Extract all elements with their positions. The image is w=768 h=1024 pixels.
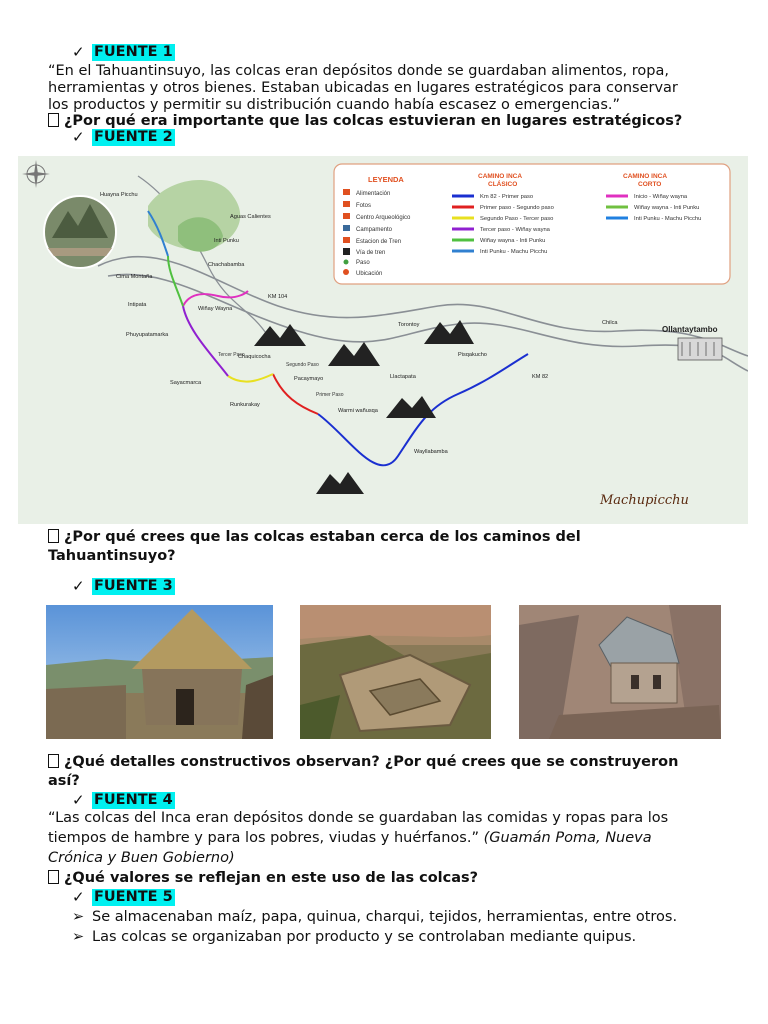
question-3-text: ¿Qué detalles constructivos observan? ¿Por qué crees que se construyeron: [64, 754, 679, 770]
legend-item: Ubicación: [356, 271, 383, 277]
colca-cliff-photo: [519, 605, 721, 739]
fuente-4-citation: (Guamán Poma, Nueva: [483, 830, 652, 846]
fuente-1-heading: [72, 43, 175, 61]
arrow-bullet-icon: ➢: [72, 909, 85, 925]
missing-glyph-icon: [48, 529, 59, 543]
missing-glyph-icon: [48, 870, 59, 884]
fuente-1-label: FUENTE 1: [94, 43, 173, 60]
legend-route-label: Inti Punku - Machu Picchu: [634, 216, 702, 222]
fuente-4-quote-line: “Las colcas del Inca eran depósitos donde se guardaban las comidas y ropas para los: [48, 810, 669, 826]
place-label: Chaquicocha: [238, 354, 271, 360]
legend-item: Centro Arqueológico: [356, 215, 411, 221]
fuente-1-quote-line: “En el Tahuantinsuyo, las colcas eran depósitos donde se guardaban alimentos, ropa,: [48, 63, 669, 79]
legend-title: LEYENDA: [368, 175, 404, 184]
legend-route-label: Wiñay wayna - Inti Punku: [634, 205, 700, 211]
question-2: [48, 527, 581, 547]
fuente-4-quote-line: [48, 829, 652, 847]
question-2-continuation: Tahuantinsuyo?: [48, 548, 176, 564]
list-item-text: Las colcas se organizaban por producto y se controlaban mediante quipus.: [92, 929, 637, 945]
fuente-2-heading: [72, 128, 175, 146]
fuente-2-label: FUENTE 2: [94, 128, 173, 145]
fuente-5-heading: [72, 888, 175, 906]
place-label: Cima Montaña: [116, 274, 153, 280]
fuente-4-heading: [72, 791, 175, 809]
legend-item: Fotos: [356, 203, 372, 209]
legend-item: Estacion de Tren: [356, 239, 402, 245]
place-label: Phuyupatamarka: [126, 332, 169, 338]
question-2-text: ¿Por qué crees que las colcas estaban cerca de los caminos del: [64, 529, 581, 545]
legend-route-label: Inti Punku - Machu Picchu: [480, 249, 548, 255]
legend-route-label: Segundo Paso - Tercer paso: [480, 216, 554, 222]
brand-logo: Machupicchu: [600, 493, 689, 508]
short-title: CORTO: [638, 181, 662, 188]
place-label: Inti Punku: [214, 238, 239, 244]
fuente-3-label: FUENTE 3: [94, 577, 173, 594]
pass-label: Segundo Paso: [286, 362, 319, 368]
legend-item: Alimentación: [356, 191, 391, 197]
legend-route-label: Wiñay wayna - Inti Punku: [480, 238, 546, 244]
legend-route-label: Primer paso - Segundo paso: [480, 205, 554, 211]
place-label: Ollantaytambo: [662, 325, 718, 334]
place-label: KM 104: [268, 294, 288, 300]
classic-title: CAMINO INCA: [478, 173, 523, 180]
question-3: [48, 752, 678, 772]
check-icon: ✓: [72, 43, 85, 61]
place-label: Wiñay Wayna: [198, 306, 233, 312]
legend-route-label: Inicio - Wiñay wayna: [634, 194, 688, 200]
fuente-4-quote-text: tiempos de hambre y para los pobres, viudas y huérfanos.”: [48, 830, 479, 846]
legend-route-label: Tercer paso - Wiñay wayna: [480, 227, 550, 233]
legend-route-label: Km 82 - Primer paso: [480, 194, 534, 200]
fuente-5-label: FUENTE 5: [94, 888, 173, 905]
colca-round-photo: [46, 605, 273, 739]
check-icon: ✓: [72, 888, 85, 906]
place-label: Chilca: [602, 320, 618, 326]
inca-trail-map: [18, 156, 748, 524]
colcas-aerial-photo: [300, 605, 491, 739]
ollantaytambo-icon: [678, 338, 722, 360]
short-title: CAMINO INCA: [623, 173, 668, 180]
legend-item: Campamento: [356, 227, 393, 233]
pass-label: Primer Paso: [316, 392, 344, 398]
list-item-text: Se almacenaban maíz, papa, quinua, charqui, tejidos, herramientas, entre otros.: [92, 909, 678, 925]
question-4: [48, 868, 478, 888]
place-label: Runkurakay: [230, 402, 260, 408]
place-label: Pisqakucho: [458, 352, 487, 358]
place-label: Chachabamba: [208, 262, 245, 268]
fuente-1-quote-line: los productos y permitir su distribución cuando había escasez o emergencias.”: [48, 97, 620, 113]
place-label: Sayacmarca: [170, 380, 202, 386]
question-1-text: ¿Por qué era importante que las colcas estuvieran en lugares estratégicos?: [64, 113, 683, 129]
fuente-4-citation-line: Crónica y Buen Gobierno): [48, 850, 235, 866]
place-label: Warmi wañusqa: [338, 408, 378, 414]
legend-item: Vía de tren: [356, 250, 386, 256]
pass-label: Tercer Paso: [218, 352, 245, 358]
legend-item: Paso: [356, 260, 370, 266]
check-icon: ✓: [72, 791, 85, 809]
classic-title: CLÁSICO: [488, 181, 518, 188]
place-label: Pacaymayo: [294, 376, 324, 382]
list-item: [72, 908, 677, 926]
fuente-4-label: FUENTE 4: [94, 791, 173, 808]
fuente-1-quote-line: herramientas y otros bienes. Estaban ubicadas en lugares estratégicos para conservar: [48, 80, 678, 96]
question-3-continuation: así?: [48, 773, 80, 789]
place-label: Wayllabamba: [414, 449, 448, 455]
list-item: [72, 928, 636, 946]
check-icon: ✓: [72, 577, 85, 595]
place-label: Aguas Calientes: [230, 214, 271, 220]
missing-glyph-icon: [48, 754, 59, 768]
question-4-text: ¿Qué valores se reflejan en este uso de las colcas?: [64, 870, 479, 886]
check-icon: ✓: [72, 128, 85, 146]
place-label: KM 82: [532, 374, 549, 380]
arrow-bullet-icon: ➢: [72, 929, 85, 945]
place-label: Huayna Picchu: [100, 192, 138, 198]
place-label: Llactapata: [390, 374, 416, 380]
place-label: Torontoy: [398, 322, 420, 328]
place-label: Intipata: [128, 302, 147, 308]
fuente-3-heading: [72, 577, 175, 595]
missing-glyph-icon: [48, 113, 59, 127]
map-illustration: [18, 156, 748, 524]
